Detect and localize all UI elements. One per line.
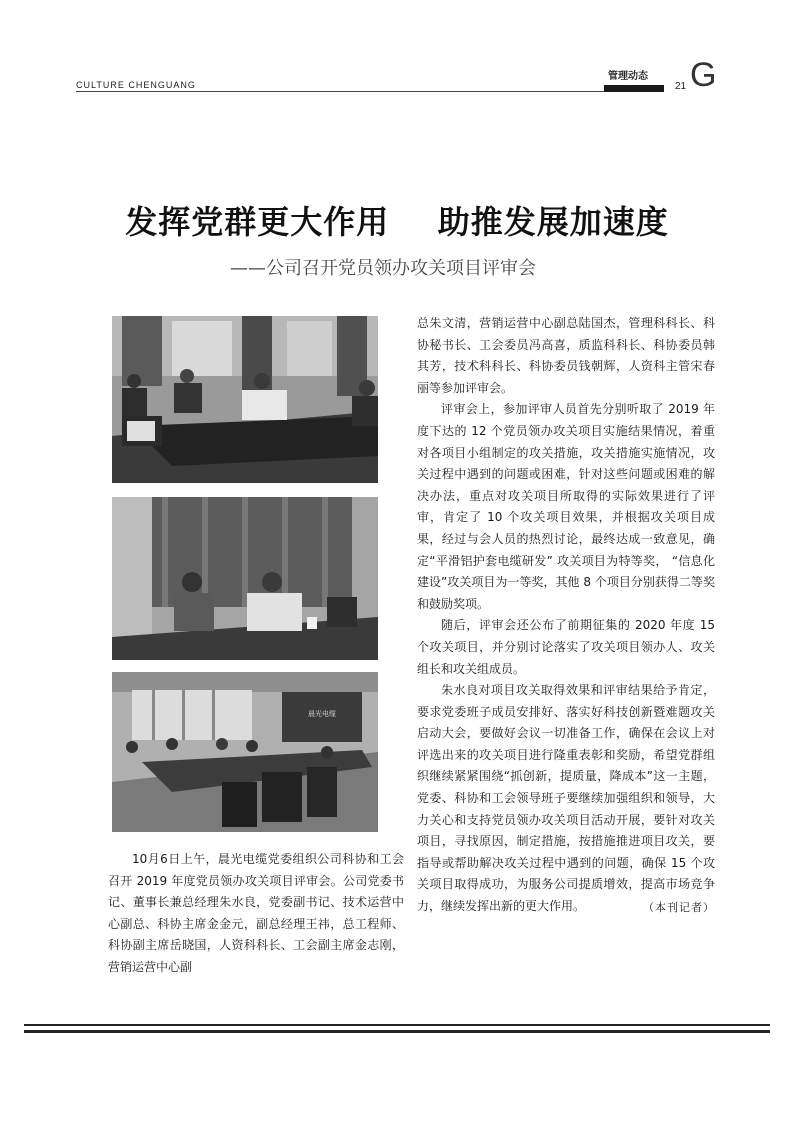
meeting-photo-2 <box>112 497 378 660</box>
header-rule <box>76 91 664 92</box>
paragraph: 评审会上，参加评审人员首先分别听取了 2019 年度下达的 12 个党员领办攻关项目实施结果情况，着重对各项目小组制定的攻关措施，攻关措施实施情况，攻关过程中遇到的问题或困难，针对这些问题或困难的解决办法，重点对攻关项目所取得的实际效果进行了评审，肯定了 10 个攻关项目效果，并根据攻关项目成果，经过与会人员的热烈讨论，最终达成一致意见，确定“平滑铝护套电缆研发” 攻关项目为特等奖， “信息化建设”攻关项目为一等奖，其他 8 个项目分别获得二等奖和鼓励奖项。 <box>417 402 715 611</box>
article-body-right <box>417 313 715 918</box>
magazine-name: CULTURE CHENGUANG <box>76 80 196 90</box>
footer-rule <box>24 1024 770 1026</box>
nameplate-text: 晨光电缆 <box>308 710 336 718</box>
article-body-left <box>108 849 404 979</box>
article-subtitle: ——公司召开党员领办攻关项目评审会 <box>230 258 536 279</box>
article-title: 发挥党群更大作用 助推发展加速度 <box>125 203 669 241</box>
paragraph: 总朱文清，营销运营中心副总陆国杰，管理科科长、科协秘书长、工会委员冯高喜，质监科科长、科协委员韩其芳，技术科科长、科协委员钱朝辉，人资科主管宋春丽等参加评审会。 <box>417 316 715 395</box>
page-number: 21 <box>675 81 687 92</box>
footer-rule <box>24 1030 770 1033</box>
paragraph: 朱水良对项目攻关取得效果和评审结果给予肯定，要求党委班子成员安排好、落实好科技创新暨难题攻关启动大会，要做好会议一切准备工作，确保在会议上对评选出来的攻关项目进行隆重表彰和奖励，希望党群组织继续紧紧围绕“抓创新，提质量，降成本”这一主题，党委、科协和工会领导班子要继续加强组织和领导，大力关心和支持党员领办攻关项目活动开展，要针对攻关项目，寻找原因，制定措施，按措施推进项目攻关，要指导或帮助解决攻关过程中遇到的问题，确保 15 个攻关项目取得成功，为服务公司提质增效，提高市场竞争力，继续发挥出新的更大作用。 <box>417 683 715 914</box>
section-letter: G <box>690 56 717 94</box>
byline: （本刊记者） <box>643 900 715 914</box>
paragraph: 10月6日上午，晨光电缆党委组织公司科协和工会召开 2019 年度党员领办攻关项目评审会。公司党委书记、董事长兼总经理朱水良，党委副书记、技术运营中心副总、科协主席金金元，副总经理王祎，总工程师、科协副主席岳晓国，人资科科长、工会副主席金志刚，营销运营中心副 <box>108 852 404 974</box>
paragraph: 随后，评审会还公布了前期征集的 2020 年度 15 个攻关项目，并分别讨论落实了攻关项目领办人、攻关组长和攻关组成员。 <box>417 618 715 676</box>
header-bar <box>604 85 664 92</box>
meeting-photo-3 <box>112 672 378 832</box>
meeting-photo-1 <box>112 316 378 483</box>
section-label: 管理动态 <box>608 71 648 82</box>
